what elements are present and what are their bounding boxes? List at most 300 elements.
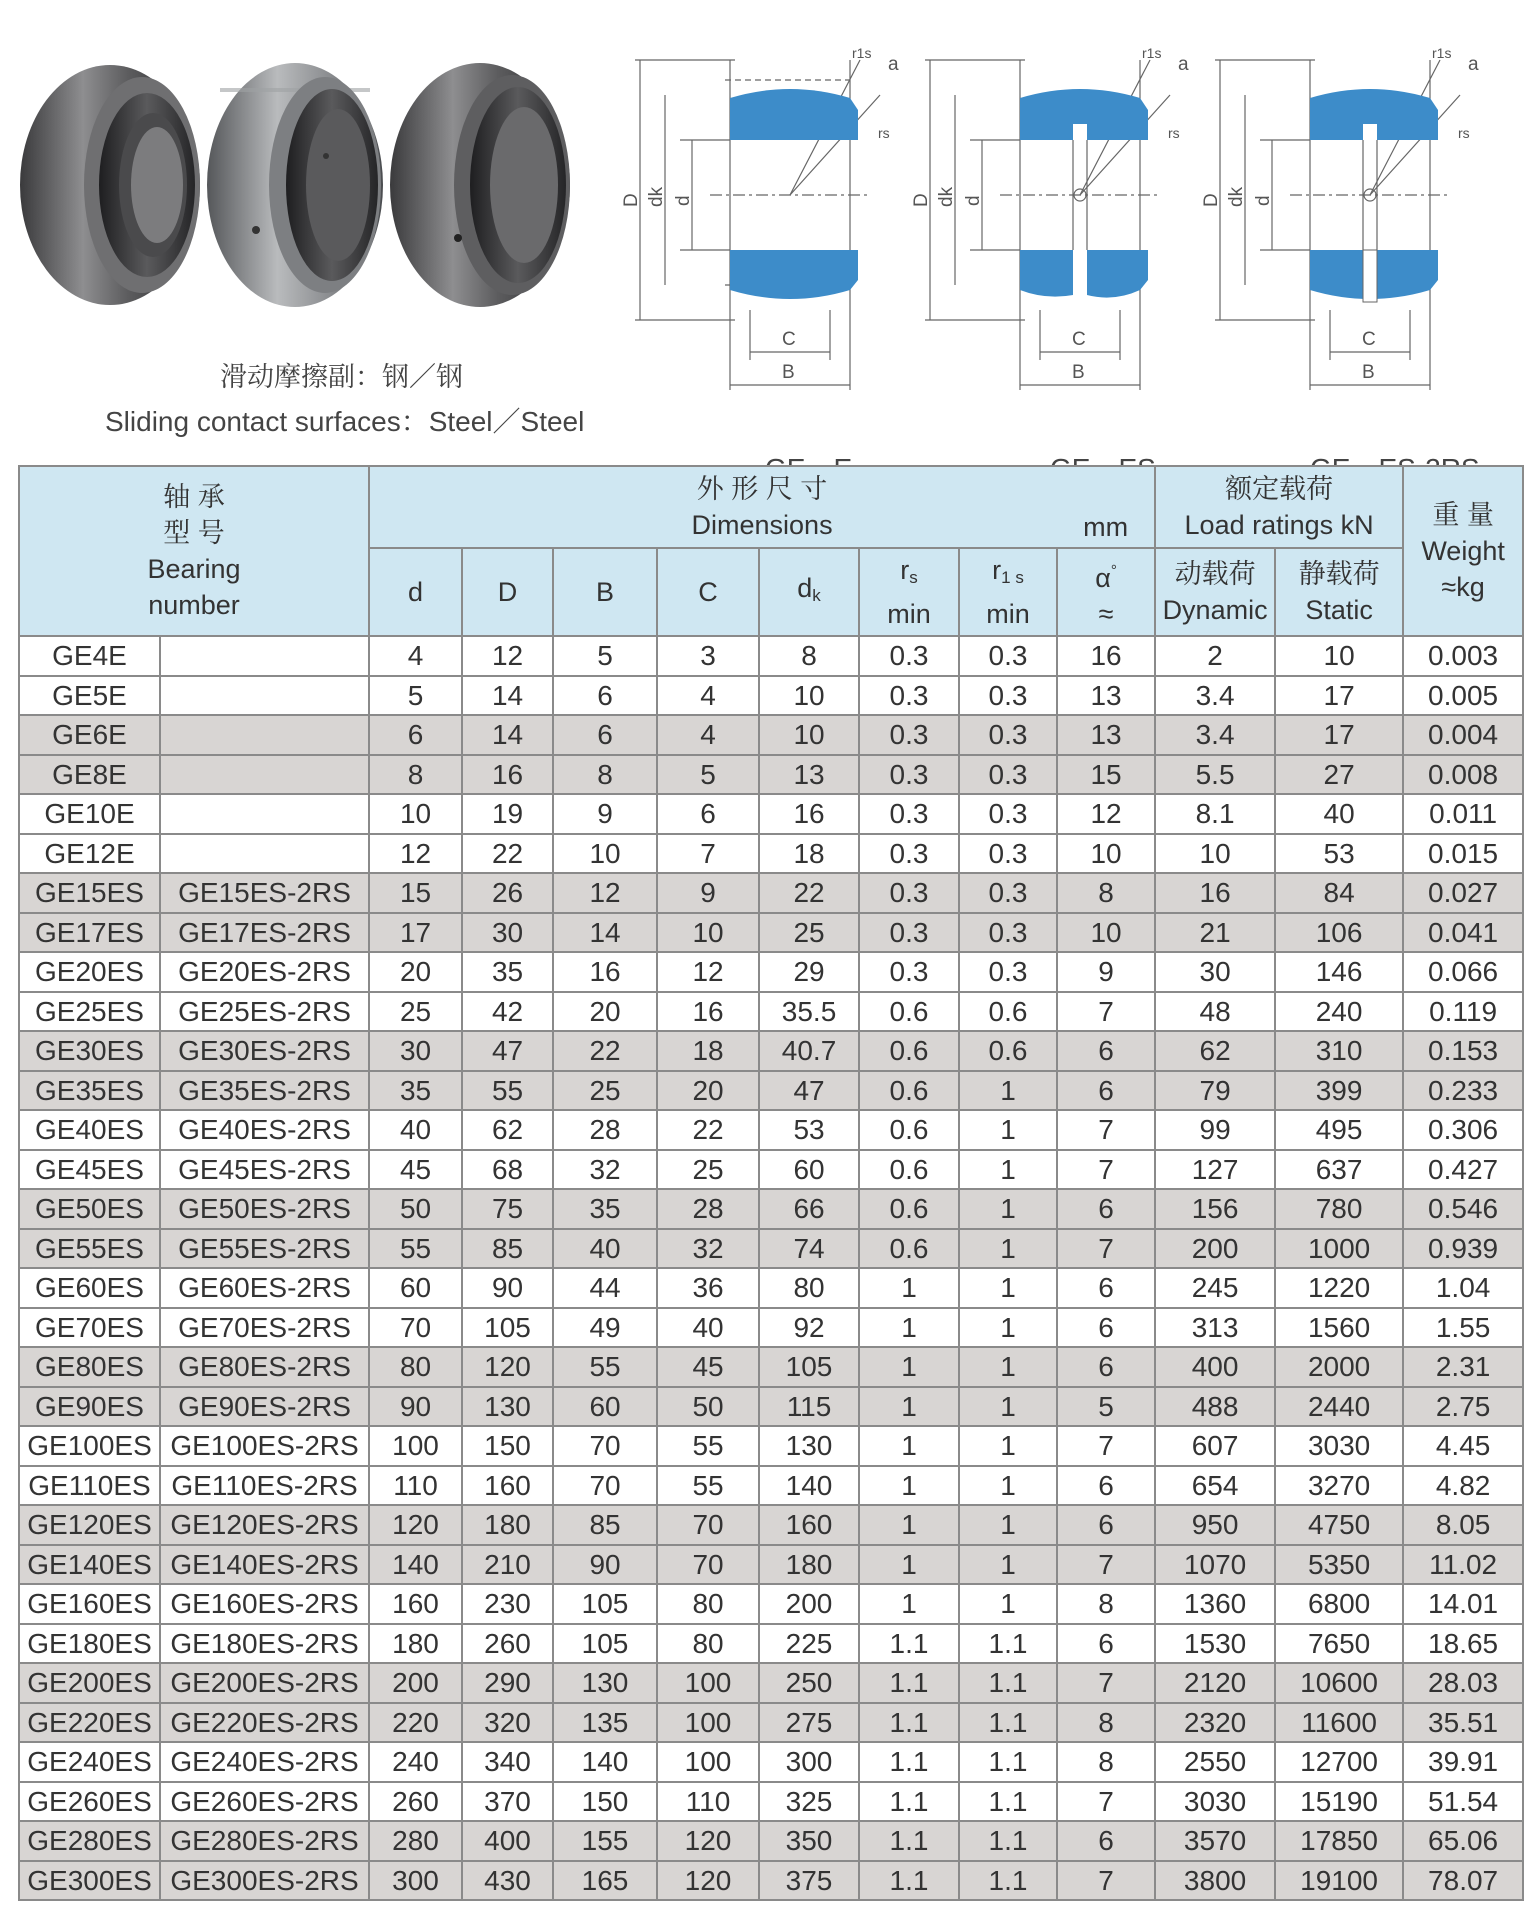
cell-weight: 0.546: [1403, 1189, 1523, 1229]
table-row: [19, 1545, 1523, 1585]
cell-model-2rs: GE17ES-2RS: [160, 913, 369, 953]
cell-dk: 16: [759, 794, 859, 834]
cell-rs: 0.3: [859, 755, 959, 795]
diagram-label-B: B: [782, 362, 795, 383]
cell-r1s: 1: [959, 1071, 1057, 1111]
cell-model: GE8E: [19, 755, 160, 795]
cell-C: 40: [657, 1308, 759, 1348]
cell-d: 5: [369, 676, 462, 716]
diagram-ge-e: [620, 40, 920, 450]
cell-static: 15190: [1275, 1782, 1403, 1822]
cell-dynamic: 3800: [1155, 1861, 1275, 1901]
cell-rs: 1.1: [859, 1742, 959, 1782]
cell-rs: 0.3: [859, 873, 959, 913]
cell-B: 16: [553, 952, 657, 992]
cell-C: 120: [657, 1861, 759, 1901]
diagram-label-rs: rs: [1168, 125, 1180, 141]
cell-dynamic: 16: [1155, 873, 1275, 913]
cell-alpha: 7: [1057, 1782, 1155, 1822]
cell-r1s: 0.3: [959, 676, 1057, 716]
cell-model: GE4E: [19, 636, 160, 676]
cell-alpha: 8: [1057, 1703, 1155, 1743]
cell-rs: 0.6: [859, 1071, 959, 1111]
cell-weight: 4.45: [1403, 1426, 1523, 1466]
cell-model-2rs: GE110ES-2RS: [160, 1466, 369, 1506]
cell-dk: 53: [759, 1110, 859, 1150]
cell-model-2rs: GE180ES-2RS: [160, 1624, 369, 1664]
cell-model: GE15ES: [19, 873, 160, 913]
cell-rs: 1: [859, 1387, 959, 1427]
cell-static: 3030: [1275, 1426, 1403, 1466]
cell-alpha: 16: [1057, 636, 1155, 676]
header-bearing-en2: number: [148, 590, 240, 620]
header-rs: [859, 548, 959, 636]
cell-C: 50: [657, 1387, 759, 1427]
cell-d: 180: [369, 1624, 462, 1664]
cell-r1s: 0.3: [959, 715, 1057, 755]
cell-B: 130: [553, 1663, 657, 1703]
diagram-label-dk: dk: [1226, 186, 1247, 207]
diagram-label-dk: dk: [936, 186, 957, 207]
cell-r1s: 1: [959, 1466, 1057, 1506]
cell-alpha: 6: [1057, 1466, 1155, 1506]
cell-model: GE25ES: [19, 992, 160, 1032]
header-load-en: Load ratings kN: [1184, 510, 1374, 540]
cell-dk: 200: [759, 1584, 859, 1624]
header-r1s: [959, 548, 1057, 636]
cell-r1s: 1: [959, 1268, 1057, 1308]
header-static: [1275, 548, 1403, 636]
cell-dk: 115: [759, 1387, 859, 1427]
cell-alpha: 7: [1057, 1426, 1155, 1466]
cell-model: GE50ES: [19, 1189, 160, 1229]
cell-static: 240: [1275, 992, 1403, 1032]
cell-rs: 1: [859, 1426, 959, 1466]
diagram-label-rs: rs: [878, 125, 890, 141]
cell-dynamic: 2120: [1155, 1663, 1275, 1703]
table-row: [19, 1426, 1523, 1466]
table-row: [19, 1821, 1523, 1861]
cell-B: 105: [553, 1584, 657, 1624]
cell-C: 9: [657, 873, 759, 913]
bearing-photos: [20, 60, 590, 320]
cell-alpha: 6: [1057, 1031, 1155, 1071]
cell-alpha: 7: [1057, 992, 1155, 1032]
cell-alpha: 7: [1057, 1229, 1155, 1269]
cell-d: 90: [369, 1387, 462, 1427]
cell-dk: 275: [759, 1703, 859, 1743]
table-row: [19, 1268, 1523, 1308]
cell-r1s: 0.6: [959, 992, 1057, 1032]
product-header: [0, 0, 1540, 455]
cell-dk: 92: [759, 1308, 859, 1348]
cell-D: 90: [462, 1268, 553, 1308]
cell-D: 430: [462, 1861, 553, 1901]
header-r1s-sub: 1 s: [1001, 568, 1024, 587]
cell-C: 12: [657, 952, 759, 992]
table-row: [19, 1624, 1523, 1664]
cell-rs: 1: [859, 1347, 959, 1387]
cell-r1s: 1.1: [959, 1703, 1057, 1743]
cell-r1s: 1.1: [959, 1624, 1057, 1664]
cell-r1s: 0.3: [959, 794, 1057, 834]
cell-rs: 1.1: [859, 1861, 959, 1901]
cell-d: 15: [369, 873, 462, 913]
cell-static: 17: [1275, 676, 1403, 716]
cell-dynamic: 654: [1155, 1466, 1275, 1506]
cell-alpha: 8: [1057, 1742, 1155, 1782]
cell-rs: 0.6: [859, 1150, 959, 1190]
cell-rs: 0.3: [859, 834, 959, 874]
cell-model-2rs: [160, 636, 369, 676]
cell-r1s: 1: [959, 1505, 1057, 1545]
cell-dynamic: 3.4: [1155, 715, 1275, 755]
cell-D: 260: [462, 1624, 553, 1664]
table-body: [19, 636, 1523, 1900]
cell-C: 70: [657, 1505, 759, 1545]
cell-weight: 2.31: [1403, 1347, 1523, 1387]
header-alpha: [1057, 548, 1155, 636]
cell-alpha: 6: [1057, 1071, 1155, 1111]
cell-static: 1220: [1275, 1268, 1403, 1308]
table-row: [19, 1782, 1523, 1822]
cell-dk: 350: [759, 1821, 859, 1861]
cell-static: 17850: [1275, 1821, 1403, 1861]
cell-model-2rs: [160, 755, 369, 795]
cell-d: 220: [369, 1703, 462, 1743]
header-weight-unit: ≈kg: [1441, 572, 1485, 602]
cell-rs: 1: [859, 1505, 959, 1545]
cell-d: 260: [369, 1782, 462, 1822]
cell-r1s: 1: [959, 1387, 1057, 1427]
diagram-label-d: d: [673, 195, 694, 206]
cell-static: 1000: [1275, 1229, 1403, 1269]
cell-rs: 0.6: [859, 1031, 959, 1071]
table-row: [19, 873, 1523, 913]
cell-model-2rs: GE15ES-2RS: [160, 873, 369, 913]
header-dk-sub: k: [812, 586, 821, 605]
diagram-label-r1s: r1s: [1432, 45, 1452, 61]
cell-r1s: 1.1: [959, 1742, 1057, 1782]
cell-D: 14: [462, 715, 553, 755]
cell-dk: 35.5: [759, 992, 859, 1032]
cell-dynamic: 127: [1155, 1150, 1275, 1190]
cell-D: 26: [462, 873, 553, 913]
cell-static: 10600: [1275, 1663, 1403, 1703]
cell-alpha: 7: [1057, 1545, 1155, 1585]
cell-r1s: 1: [959, 1426, 1057, 1466]
cell-static: 495: [1275, 1110, 1403, 1150]
cell-model-2rs: [160, 715, 369, 755]
bearing-spec-table: [18, 465, 1524, 1901]
header-rs-sub: s: [909, 568, 918, 587]
header-C: C: [657, 548, 759, 636]
cell-weight: 0.939: [1403, 1229, 1523, 1269]
cell-rs: 1.1: [859, 1782, 959, 1822]
cell-dynamic: 48: [1155, 992, 1275, 1032]
cell-alpha: 10: [1057, 834, 1155, 874]
cell-model-2rs: GE120ES-2RS: [160, 1505, 369, 1545]
table-row: [19, 1466, 1523, 1506]
cell-weight: 51.54: [1403, 1782, 1523, 1822]
cell-D: 340: [462, 1742, 553, 1782]
cell-dynamic: 400: [1155, 1347, 1275, 1387]
cell-dynamic: 313: [1155, 1308, 1275, 1348]
cell-model-2rs: GE90ES-2RS: [160, 1387, 369, 1427]
cell-dk: 180: [759, 1545, 859, 1585]
cell-weight: 0.066: [1403, 952, 1523, 992]
cell-r1s: 1: [959, 1189, 1057, 1229]
table-row: [19, 952, 1523, 992]
header-bearing-cn2: 型 号: [163, 518, 225, 548]
cell-weight: 2.75: [1403, 1387, 1523, 1427]
cell-model: GE20ES: [19, 952, 160, 992]
cell-dk: 40.7: [759, 1031, 859, 1071]
cell-r1s: 1: [959, 1150, 1057, 1190]
header-r1s-min: min: [986, 599, 1030, 629]
cell-dynamic: 99: [1155, 1110, 1275, 1150]
cell-alpha: 6: [1057, 1268, 1155, 1308]
table-row: [19, 1703, 1523, 1743]
cell-D: 55: [462, 1071, 553, 1111]
cell-model: GE140ES: [19, 1545, 160, 1585]
header-dynamic: [1155, 548, 1275, 636]
table-row: [19, 1189, 1523, 1229]
cell-C: 20: [657, 1071, 759, 1111]
cell-rs: 1.1: [859, 1624, 959, 1664]
header-D: D: [462, 548, 553, 636]
cell-model-2rs: GE40ES-2RS: [160, 1110, 369, 1150]
cell-dynamic: 607: [1155, 1426, 1275, 1466]
cell-model-2rs: GE220ES-2RS: [160, 1703, 369, 1743]
cell-B: 14: [553, 913, 657, 953]
cell-static: 4750: [1275, 1505, 1403, 1545]
cell-dynamic: 62: [1155, 1031, 1275, 1071]
cell-weight: 0.004: [1403, 715, 1523, 755]
cell-C: 120: [657, 1821, 759, 1861]
cell-d: 240: [369, 1742, 462, 1782]
header-dynamic-en: Dynamic: [1162, 595, 1268, 625]
cell-d: 70: [369, 1308, 462, 1348]
cell-d: 35: [369, 1071, 462, 1111]
diagram-label-D: D: [621, 193, 642, 207]
cell-C: 18: [657, 1031, 759, 1071]
cell-alpha: 9: [1057, 952, 1155, 992]
cell-B: 105: [553, 1624, 657, 1664]
cell-model: GE160ES: [19, 1584, 160, 1624]
cell-dk: 13: [759, 755, 859, 795]
cell-B: 25: [553, 1071, 657, 1111]
cell-dynamic: 488: [1155, 1387, 1275, 1427]
cell-D: 130: [462, 1387, 553, 1427]
cell-static: 10: [1275, 636, 1403, 676]
cell-alpha: 5: [1057, 1387, 1155, 1427]
cell-d: 17: [369, 913, 462, 953]
cell-model: GE180ES: [19, 1624, 160, 1664]
cell-model-2rs: GE160ES-2RS: [160, 1584, 369, 1624]
diagram-ge-es: [910, 40, 1210, 450]
cell-B: 60: [553, 1387, 657, 1427]
cell-dk: 300: [759, 1742, 859, 1782]
cell-D: 35: [462, 952, 553, 992]
cell-dk: 74: [759, 1229, 859, 1269]
header-dim-en: Dimensions: [691, 510, 833, 540]
table-row: [19, 1110, 1523, 1150]
header-alpha-sup: °: [1110, 561, 1117, 579]
cell-model: GE80ES: [19, 1347, 160, 1387]
cell-B: 150: [553, 1782, 657, 1822]
diagram-label-d: d: [1253, 195, 1274, 206]
cell-model: GE220ES: [19, 1703, 160, 1743]
cell-model-2rs: [160, 834, 369, 874]
cell-r1s: 0.3: [959, 755, 1057, 795]
cell-r1s: 1.1: [959, 1782, 1057, 1822]
cell-D: 22: [462, 834, 553, 874]
cell-model-2rs: GE60ES-2RS: [160, 1268, 369, 1308]
cell-rs: 0.6: [859, 1110, 959, 1150]
cell-dynamic: 21: [1155, 913, 1275, 953]
table-row: [19, 913, 1523, 953]
cell-model: GE30ES: [19, 1031, 160, 1071]
diagram-label-a: a: [1468, 54, 1479, 75]
cell-static: 19100: [1275, 1861, 1403, 1901]
cell-alpha: 6: [1057, 1821, 1155, 1861]
cell-static: 6800: [1275, 1584, 1403, 1624]
header-B: B: [553, 548, 657, 636]
cell-r1s: 0.3: [959, 952, 1057, 992]
cell-model-2rs: GE70ES-2RS: [160, 1308, 369, 1348]
cell-B: 155: [553, 1821, 657, 1861]
cell-dk: 10: [759, 676, 859, 716]
cell-rs: 1.1: [859, 1703, 959, 1743]
table-row: [19, 794, 1523, 834]
cell-C: 28: [657, 1189, 759, 1229]
cell-static: 1560: [1275, 1308, 1403, 1348]
cell-weight: 28.03: [1403, 1663, 1523, 1703]
table-row: [19, 715, 1523, 755]
diagram-label-rs: rs: [1458, 125, 1470, 141]
cell-model-2rs: GE260ES-2RS: [160, 1782, 369, 1822]
cell-D: 180: [462, 1505, 553, 1545]
cell-B: 44: [553, 1268, 657, 1308]
cell-model: GE70ES: [19, 1308, 160, 1348]
cell-weight: 35.51: [1403, 1703, 1523, 1743]
header-bearing-number: [19, 466, 369, 636]
sliding-surface-caption-en: Sliding contact surfaces：Steel／Steel: [105, 406, 585, 437]
cell-static: 7650: [1275, 1624, 1403, 1664]
cell-rs: 1.1: [859, 1663, 959, 1703]
cell-B: 140: [553, 1742, 657, 1782]
cell-dynamic: 1070: [1155, 1545, 1275, 1585]
cell-d: 8: [369, 755, 462, 795]
cell-model: GE35ES: [19, 1071, 160, 1111]
cell-C: 4: [657, 715, 759, 755]
diagram-label-a: a: [888, 54, 899, 75]
cell-model-2rs: [160, 676, 369, 716]
cell-static: 53: [1275, 834, 1403, 874]
cell-D: 47: [462, 1031, 553, 1071]
cell-r1s: 1.1: [959, 1663, 1057, 1703]
cell-alpha: 6: [1057, 1189, 1155, 1229]
cell-alpha: 8: [1057, 873, 1155, 913]
cell-model: GE5E: [19, 676, 160, 716]
cell-B: 35: [553, 1189, 657, 1229]
cell-weight: 18.65: [1403, 1624, 1523, 1664]
cell-model-2rs: GE25ES-2RS: [160, 992, 369, 1032]
cell-model-2rs: GE30ES-2RS: [160, 1031, 369, 1071]
cell-r1s: 1: [959, 1308, 1057, 1348]
cell-C: 10: [657, 913, 759, 953]
cell-weight: 0.153: [1403, 1031, 1523, 1071]
cell-weight: 0.233: [1403, 1071, 1523, 1111]
table-row: [19, 1387, 1523, 1427]
table-row: [19, 1663, 1523, 1703]
cell-D: 85: [462, 1229, 553, 1269]
cell-D: 42: [462, 992, 553, 1032]
diagram-label-C: C: [1072, 329, 1086, 350]
cell-model: GE240ES: [19, 1742, 160, 1782]
cell-d: 20: [369, 952, 462, 992]
cell-rs: 1.1: [859, 1821, 959, 1861]
cell-B: 165: [553, 1861, 657, 1901]
header-bearing-cn1: 轴 承: [163, 482, 225, 512]
header-weight-en: Weight: [1421, 536, 1505, 566]
header-alpha-main: α: [1095, 562, 1111, 593]
cell-rs: 0.3: [859, 952, 959, 992]
cell-D: 62: [462, 1110, 553, 1150]
cell-r1s: 1: [959, 1110, 1057, 1150]
cell-model: GE90ES: [19, 1387, 160, 1427]
cell-rs: 0.3: [859, 715, 959, 755]
cell-alpha: 7: [1057, 1663, 1155, 1703]
cell-C: 32: [657, 1229, 759, 1269]
cell-D: 230: [462, 1584, 553, 1624]
cell-static: 146: [1275, 952, 1403, 992]
cell-alpha: 7: [1057, 1110, 1155, 1150]
cell-C: 4: [657, 676, 759, 716]
cell-alpha: 6: [1057, 1505, 1155, 1545]
header-bearing-en1: Bearing: [147, 554, 241, 584]
header-dynamic-cn: 动载荷: [1174, 559, 1256, 589]
cell-B: 70: [553, 1426, 657, 1466]
cell-d: 25: [369, 992, 462, 1032]
header-static-cn: 静载荷: [1298, 559, 1380, 589]
cell-d: 120: [369, 1505, 462, 1545]
table-row: [19, 676, 1523, 716]
header-static-en: Static: [1305, 595, 1373, 625]
cell-dynamic: 10: [1155, 834, 1275, 874]
cell-dynamic: 3570: [1155, 1821, 1275, 1861]
cell-r1s: 1: [959, 1584, 1057, 1624]
cell-dk: 80: [759, 1268, 859, 1308]
table-row: [19, 1861, 1523, 1901]
table-row: [19, 992, 1523, 1032]
cell-d: 55: [369, 1229, 462, 1269]
cell-C: 22: [657, 1110, 759, 1150]
cell-r1s: 1.1: [959, 1821, 1057, 1861]
cell-model: GE200ES: [19, 1663, 160, 1703]
diagram-label-r1s: r1s: [1142, 45, 1162, 61]
cell-dynamic: 2: [1155, 636, 1275, 676]
cell-B: 5: [553, 636, 657, 676]
cell-weight: 0.011: [1403, 794, 1523, 834]
cell-rs: 0.6: [859, 1189, 959, 1229]
cell-D: 19: [462, 794, 553, 834]
cell-dynamic: 30: [1155, 952, 1275, 992]
cell-d: 40: [369, 1110, 462, 1150]
table-row: [19, 1505, 1523, 1545]
cell-static: 780: [1275, 1189, 1403, 1229]
